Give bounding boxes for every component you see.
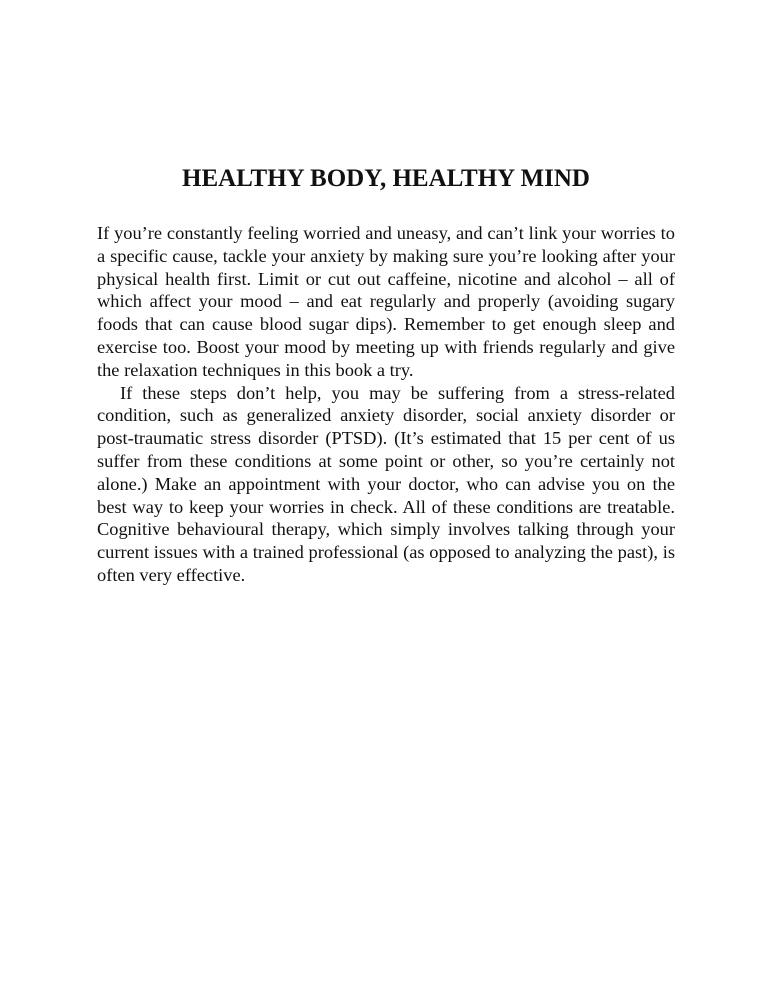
- body-text: [97, 222, 675, 587]
- page-title: HEALTHY BODY, HEALTHY MIND: [182, 165, 590, 192]
- paragraph-1: If you’re constantly feeling worried and uneasy, and can’t link your worries to a specific cause, tackle your anxiety by making sure you’re looking after your physical health first. Limit or cut out caffeine, nicotine and alcohol – all of which affect your mood – and eat regularly and properly (avoiding sugary foods that can cause blood sugar dips). Remember to get enough sleep and exercise too. Boost your mood by meeting up with friends regularly and give the relaxation techniques in this book a try.: [97, 223, 675, 380]
- paragraph-2: If these steps don’t help, you may be suffering from a stress-related condition, such as generalized anxiety disorder, social anxiety disorder or post-traumatic stress disorder (PTSD). (It’s estimated that 15 per cent of us suffer from these conditions at some point or other, so you’re certainly not alone.) Make an appointment with your doctor, who can advise you on the best way to keep your worries in check. All of these conditions are treatable. Cognitive behavioural therapy, which simply involves talking through your current issues with a trained professional (as opposed to analyzing the past), is often very effective.: [97, 382, 675, 585]
